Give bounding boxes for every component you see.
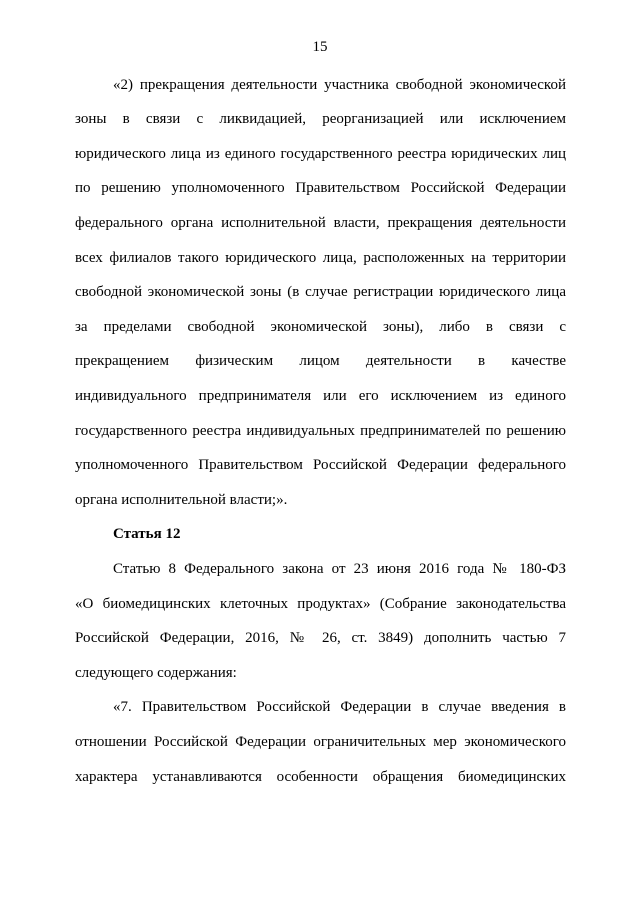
text-line: за пределами свободной экономической зоны), либо в связи с xyxy=(75,318,566,335)
text-line: федерального органа исполнительной власти, прекращения деятельности xyxy=(75,215,566,232)
text-line: прекращением физическим лицом деятельности в качестве xyxy=(75,353,566,370)
article-heading: Статья 12 xyxy=(113,526,181,543)
text-line: органа исполнительной власти;». xyxy=(75,491,288,508)
article-12-paragraph xyxy=(75,552,566,690)
text-line: Статью 8 Федерального закона от 23 июня 2016 года № 180-ФЗ xyxy=(113,561,566,577)
page-number: 15 xyxy=(312,39,328,55)
text-line: «7. Правительством Российской Федерации в случае введения в xyxy=(113,699,566,716)
text-line: свободной экономической зоны (в случае регистрации юридического лица xyxy=(75,284,566,301)
text-line: следующего содержания: xyxy=(75,664,237,681)
text-line: Российской Федерации, 2016, № 26, ст. 3849) дополнить частью 7 xyxy=(75,630,566,647)
document-body xyxy=(75,68,566,794)
text-line: отношении Российской Федерации ограничительных мер экономического xyxy=(75,733,566,750)
text-line: «О биомедицинских клеточных продуктах» (Собрание законодательства xyxy=(75,595,566,612)
text-line: по решению уполномоченного Правительством Российской Федерации xyxy=(75,180,566,197)
text-line: индивидуального предпринимателя или его исключением из единого xyxy=(75,388,566,405)
text-line: юридического лица из единого государственного реестра юридических лиц xyxy=(75,145,566,162)
clause-2-paragraph xyxy=(75,68,566,518)
text-line: государственного реестра индивидуальных предпринимателей по решению xyxy=(75,422,566,439)
text-line: всех филиалов такого юридического лица, расположенных на территории xyxy=(75,249,566,266)
text-line: «2) прекращения деятельности участника свободной экономической xyxy=(113,76,566,93)
text-line: зоны в связи с ликвидацией, реорганизацией или исключением xyxy=(75,111,566,128)
part-7-paragraph xyxy=(75,690,566,794)
text-line: характера устанавливаются особенности обращения биомедицинских xyxy=(75,768,566,785)
text-line: уполномоченного Правительством Российской Федерации федерального xyxy=(75,457,566,474)
